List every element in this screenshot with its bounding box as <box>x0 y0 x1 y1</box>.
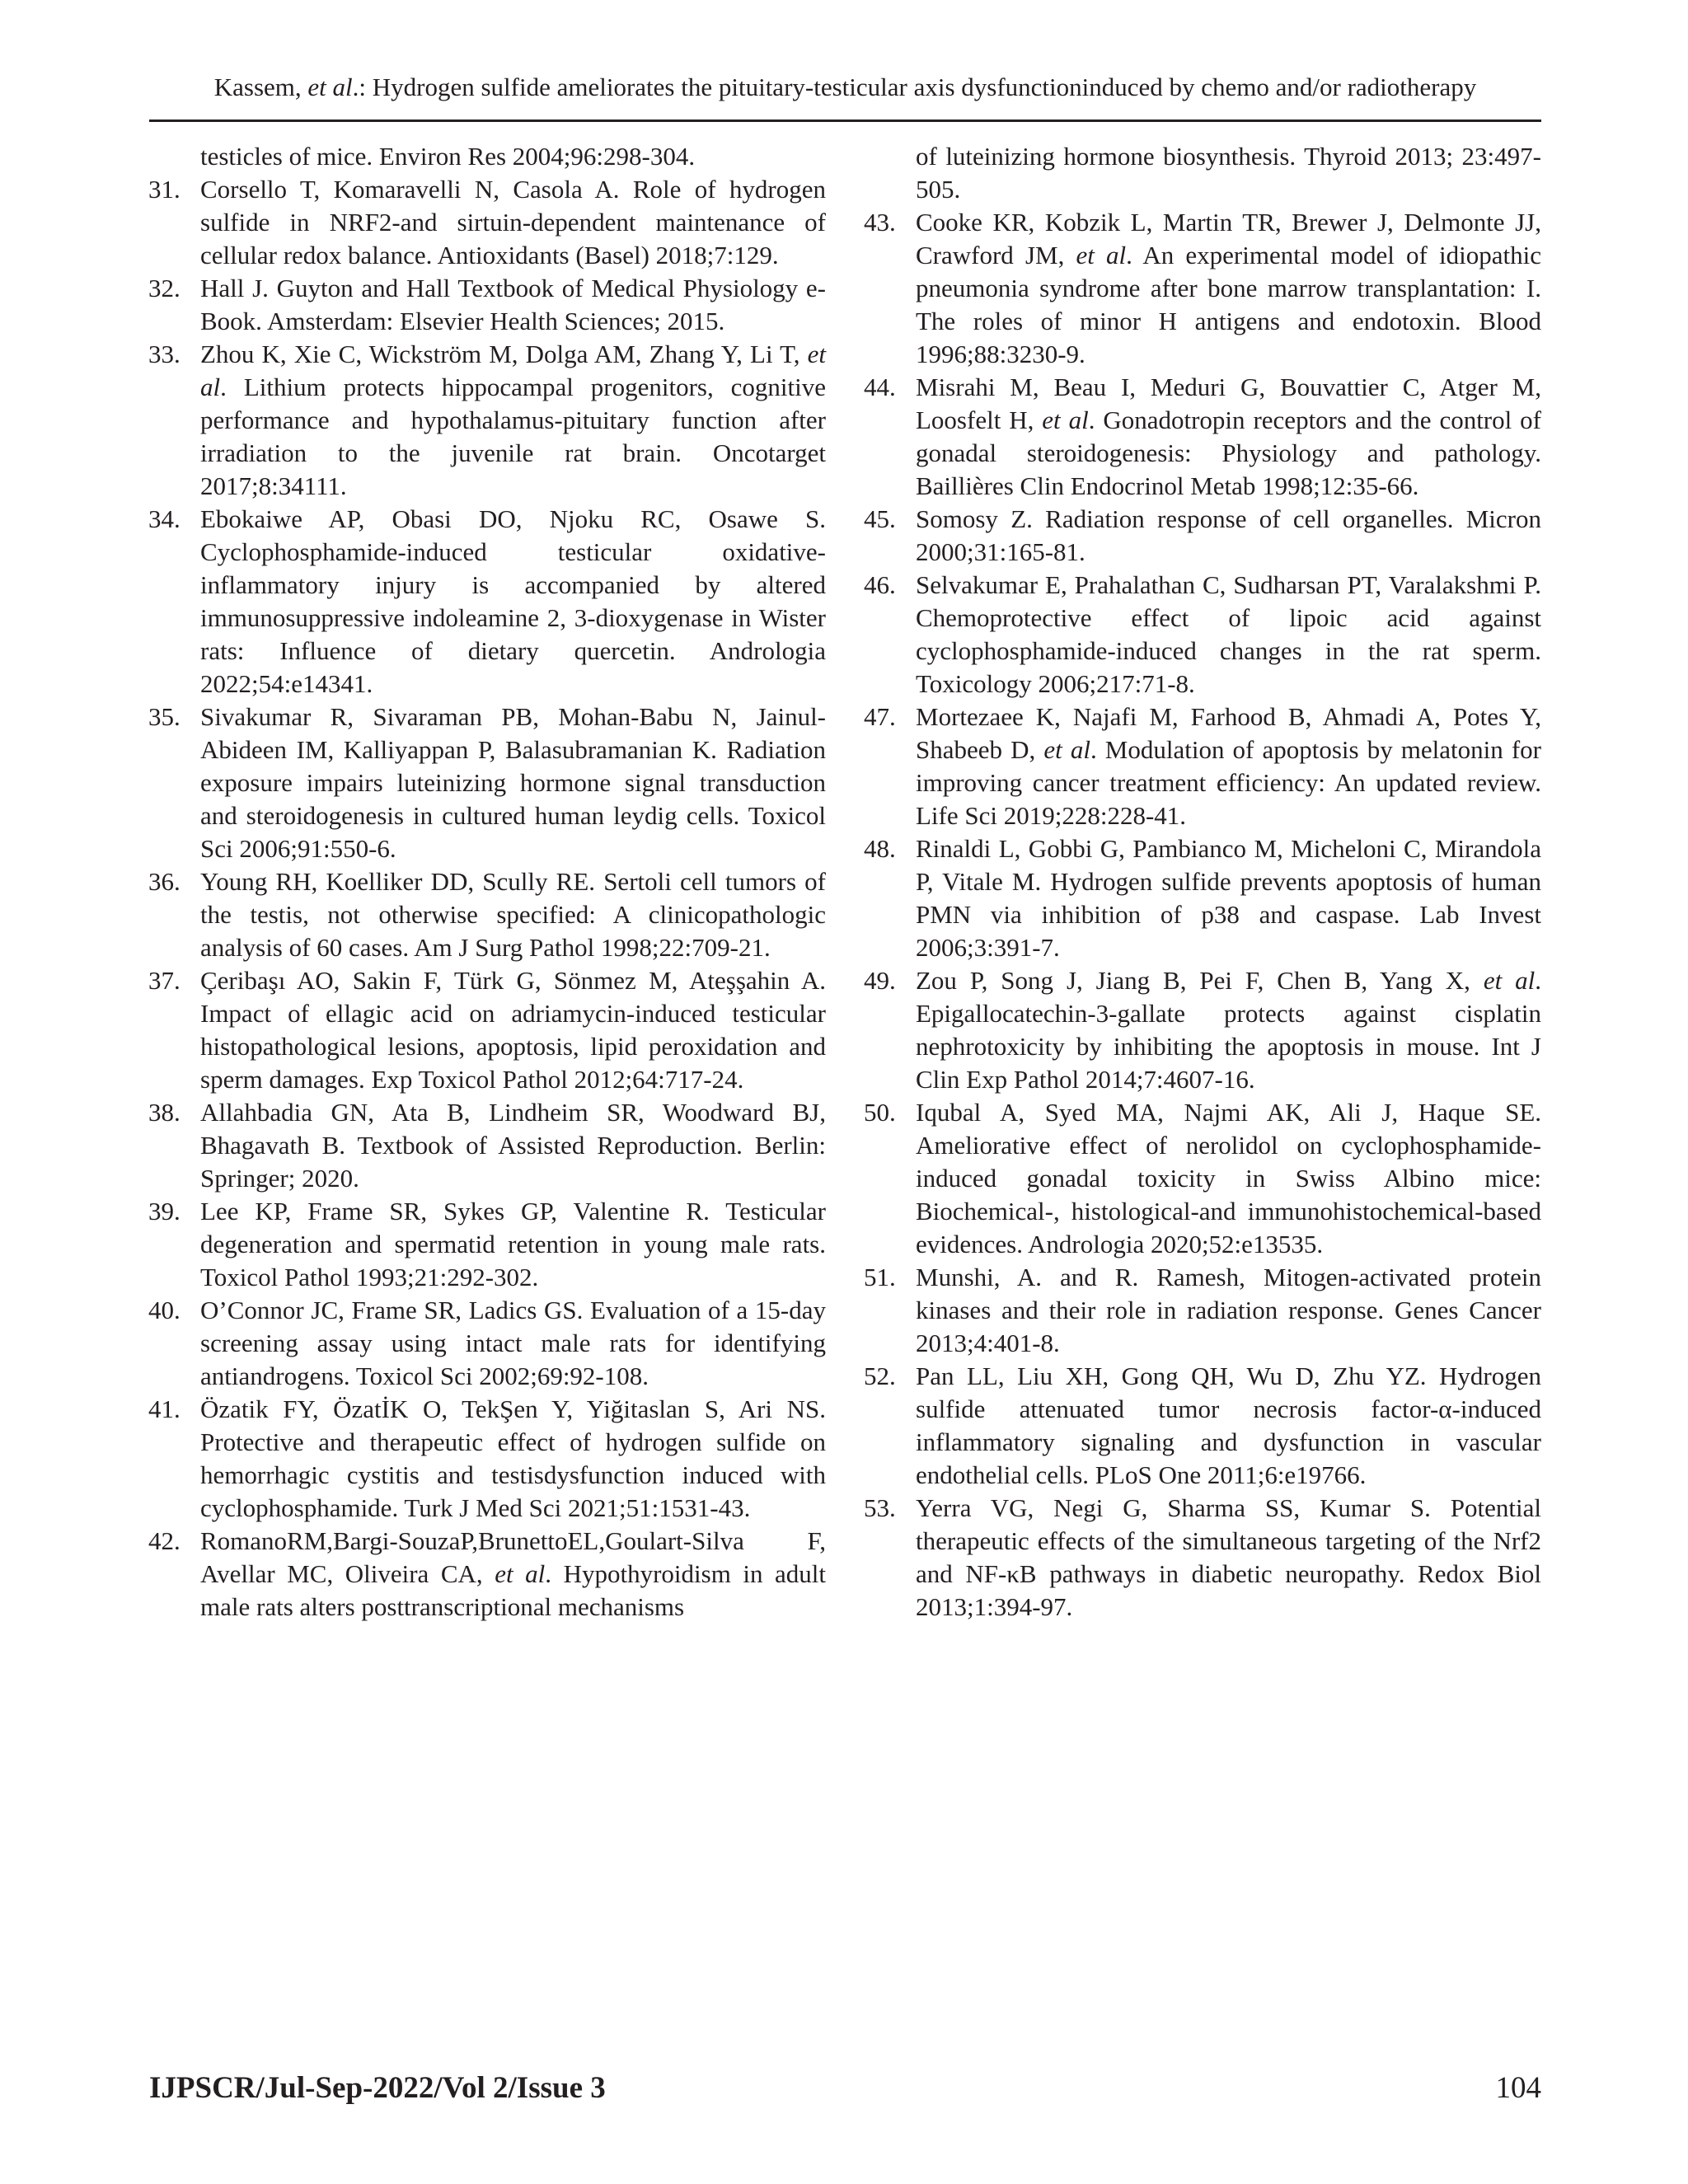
reference-continuation-left <box>148 140 826 173</box>
reference-item <box>864 1261 1541 1360</box>
reference-et-al: et al <box>1042 405 1089 434</box>
running-header-prefix: Kassem, <box>213 73 308 101</box>
reference-text: Rinaldi L, Gobbi G, Pambianco M, Micheloni C, Mirandola P, Vitale M. Hydrogen sulfide prevents apoptosis of human PMN via inhibition of p38 and caspase. Lab Invest 2006;3:391-7. <box>916 834 1541 962</box>
reference-text: Young RH, Koelliker DD, Scully RE. Sertoli cell tumors of the testis, not otherwise specified: A clinicopathologic analysis of 60 cases. Am J Surg Pathol 1998;22:709-21. <box>200 867 826 962</box>
reference-item <box>148 1393 826 1525</box>
reference-text: Misrahi M, Beau I, Meduri G, Bouvattier C, Atger M, Loosfelt H, <box>916 373 1541 434</box>
reference-text: . Gonadotropin receptors and the control of gonadal steroidogenesis: Physiology and pathology. Baillières Clin Endocrinol Metab 1998;12:35-66. <box>916 405 1541 500</box>
reference-number: 31. <box>148 175 181 204</box>
reference-item <box>864 701 1541 832</box>
reference-list-left <box>148 173 826 1624</box>
reference-text: Selvakumar E, Prahalathan C, Sudharsan PT, Varalakshmi P. Chemoprotective effect of lipoic acid against cyclophosphamide-induced changes in the rat sperm. Toxicology 2006;217:71-8. <box>916 570 1541 698</box>
reference-item <box>148 503 826 701</box>
reference-text: Corsello T, Komaravelli N, Casola A. Role of hydrogen sulfide in NRF2-and sirtuin-dependent maintenance of cellular redox balance. Antioxidants (Basel) 2018;7:129. <box>200 175 826 269</box>
reference-et-al: et al <box>495 1559 546 1588</box>
reference-text: Ebokaiwe AP, Obasi DO, Njoku RC, Osawe S. Cyclophosphamide-induced testicular oxidative-inflammatory injury is accompanied by altered immunosuppressive indoleamine 2, 3-dioxygenase in Wister rats: Influence of dietary quercetin. Andrologia 2022;54:e14341. <box>200 504 826 698</box>
reference-item <box>148 1294 826 1393</box>
reference-number: 42. <box>148 1526 181 1555</box>
reference-continuation-right <box>864 140 1541 206</box>
reference-text: Lee KP, Frame SR, Sykes GP, Valentine R. Testicular degeneration and spermatid retention in young male rats. Toxicol Pathol 1993;21:292-302. <box>200 1197 826 1291</box>
reference-number: 44. <box>864 373 896 401</box>
reference-number: 46. <box>864 570 896 599</box>
reference-text: Munshi, A. and R. Ramesh, Mitogen-activated protein kinases and their role in radiation response. Genes Cancer 2013;4:401-8. <box>916 1263 1541 1357</box>
reference-number: 35. <box>148 702 181 731</box>
reference-number: 40. <box>148 1296 181 1324</box>
reference-item <box>864 832 1541 964</box>
reference-text: Somosy Z. Radiation response of cell organelles. Micron 2000;31:165-81. <box>916 504 1541 566</box>
running-header-title: .: Hydrogen sulfide ameliorates the pituitary-testicular axis dysfunctioninduced by chemo and/or radiotherapy <box>352 73 1477 101</box>
reference-item <box>864 371 1541 503</box>
reference-item <box>148 173 826 272</box>
reference-number: 53. <box>864 1493 896 1522</box>
reference-et-al: et al <box>200 340 826 401</box>
reference-number: 45. <box>864 504 896 533</box>
running-header <box>149 71 1541 104</box>
reference-item <box>864 569 1541 701</box>
reference-number: 33. <box>148 340 181 368</box>
reference-column-left <box>148 140 826 1624</box>
reference-text: RomanoRM,Bargi-SouzaP,BrunettoEL,Goulart-Silva F, Avellar MC, Oliveira CA, <box>200 1526 826 1588</box>
reference-item <box>148 1096 826 1195</box>
reference-text: Allahbadia GN, Ata B, Lindheim SR, Woodward BJ, Bhagavath B. Textbook of Assisted Reproduction. Berlin: Springer; 2020. <box>200 1098 826 1193</box>
reference-number: 37. <box>148 966 181 995</box>
reference-item <box>864 1096 1541 1261</box>
reference-number: 39. <box>148 1197 181 1226</box>
reference-column-right <box>864 140 1541 1624</box>
reference-text: Zhou K, Xie C, Wickström M, Dolga AM, Zhang Y, Li T, <box>200 340 808 368</box>
reference-text: Pan LL, Liu XH, Gong QH, Wu D, Zhu YZ. Hydrogen sulfide attenuated tumor necrosis factor-α-induced inflammatory signaling and dysfunction in vascular endothelial cells. PLoS One 2011;6:e19766. <box>916 1361 1541 1489</box>
reference-number: 38. <box>148 1098 181 1127</box>
reference-text: Cooke KR, Kobzik L, Martin TR, Brewer J, Delmonte JJ, Crawford JM, <box>916 208 1541 269</box>
footer-journal-info: IJPSCR/Jul-Sep-2022/Vol 2/Issue 3 <box>149 2071 606 2105</box>
reference-item <box>148 1525 826 1624</box>
reference-item <box>864 1360 1541 1492</box>
reference-number: 41. <box>148 1394 181 1423</box>
reference-et-al: et al <box>1076 241 1127 269</box>
reference-item <box>864 964 1541 1096</box>
reference-text: . Modulation of apoptosis by melatonin for improving cancer treatment efficiency: An updated review. Life Sci 2019;228:228-41. <box>916 735 1542 830</box>
reference-list-right <box>864 206 1541 1624</box>
reference-item <box>864 503 1541 569</box>
reference-item <box>864 1492 1541 1624</box>
reference-number: 50. <box>864 1098 896 1127</box>
running-header-etal: et al <box>307 73 353 101</box>
reference-text: O’Connor JC, Frame SR, Ladics GS. Evaluation of a 15-day screening assay using intact male rats for identifying antiandrogens. Toxicol Sci 2002;69:92-108. <box>200 1296 826 1390</box>
reference-et-al: et al <box>1483 966 1536 995</box>
reference-text: . An experimental model of idiopathic pneumonia syndrome after bone marrow transplantation: I. The roles of minor H antigens and endotoxin. Blood 1996;88:3230-9. <box>916 241 1541 368</box>
reference-number: 34. <box>148 504 181 533</box>
reference-item <box>148 865 826 964</box>
reference-text: Hall J. Guyton and Hall Textbook of Medical Physiology e-Book. Amsterdam: Elsevier Health Sciences; 2015. <box>200 274 826 335</box>
reference-item <box>864 206 1541 371</box>
reference-number: 47. <box>864 702 896 731</box>
header-rule <box>149 120 1541 122</box>
reference-item <box>148 1195 826 1294</box>
reference-number: 49. <box>864 966 896 995</box>
reference-item <box>148 338 826 503</box>
reference-item <box>148 272 826 338</box>
reference-text: of luteinizing hormone biosynthesis. Thyroid 2013; 23:497-505. <box>916 142 1541 204</box>
reference-text: testicles of mice. Environ Res 2004;96:298-304. <box>200 142 696 171</box>
reference-number: 32. <box>148 274 181 302</box>
reference-text: Özatik FY, ÖzatİK O, TekŞen Y, Yiğitaslan S, Ari NS. Protective and therapeutic effect of hydrogen sulfide on hemorrhagic cystitis and testisdysfunction induced with cyclophosphamide. Turk J Med Sci 2021;51:1531-43. <box>200 1394 826 1522</box>
reference-number: 52. <box>864 1361 896 1390</box>
reference-text: . Epigallocatechin-3-gallate protects against cisplatin nephrotoxicity by inhibiting the apoptosis in mouse. Int J Clin Exp Pathol 2014;7:4607-16. <box>916 966 1541 1094</box>
reference-text: Zou P, Song J, Jiang B, Pei F, Chen B, Yang X, <box>916 966 1484 995</box>
reference-item <box>148 964 826 1096</box>
reference-number: 36. <box>148 867 181 896</box>
reference-number: 51. <box>864 1263 896 1291</box>
reference-number: 43. <box>864 208 896 237</box>
reference-text: Sivakumar R, Sivaraman PB, Mohan-Babu N, Jainul-Abideen IM, Kalliyappan P, Balasubramanian K. Radiation exposure impairs luteinizing hormone signal transduction and steroidogenesis in cultured human leydig cells. Toxicol Sci 2006;91:550-6. <box>200 702 826 863</box>
reference-text: Mortezaee K, Najafi M, Farhood B, Ahmadi A, Potes Y, Shabeeb D, <box>916 702 1541 764</box>
reference-text: . Lithium protects hippocampal progenitors, cognitive performance and hypothalamus-pituitary function after irradiation to the juvenile rat brain. Oncotarget 2017;8:34111. <box>200 373 826 500</box>
reference-et-al: et al <box>1043 735 1090 764</box>
reference-text: Çeribaşı AO, Sakin F, Türk G, Sönmez M, Ateşşahin A. Impact of ellagic acid on adriamycin-induced testicular histopathological lesions, apoptosis, lipid peroxidation and sperm damages. Exp Toxicol Pathol 2012;64:717-24. <box>200 966 826 1094</box>
reference-text: Iqubal A, Syed MA, Najmi AK, Ali J, Haque SE. Ameliorative effect of nerolidol on cyclophosphamide-induced gonadal toxicity in Swiss Albino mice: Biochemical-, histological-and immunohistochemical-based evidences. Andrologia 2020;52:e13535. <box>916 1098 1541 1258</box>
reference-number: 48. <box>864 834 896 863</box>
footer-page-number: 104 <box>1495 2071 1541 2105</box>
reference-item <box>148 701 826 865</box>
reference-text: Yerra VG, Negi G, Sharma SS, Kumar S. Potential therapeutic effects of the simultaneous targeting of the Nrf2 and NF-κB pathways in diabetic neuropathy. Redox Biol 2013;1:394-97. <box>916 1493 1541 1621</box>
reference-text: . Hypothyroidism in adult male rats alters posttranscriptional mechanisms <box>200 1559 827 1621</box>
